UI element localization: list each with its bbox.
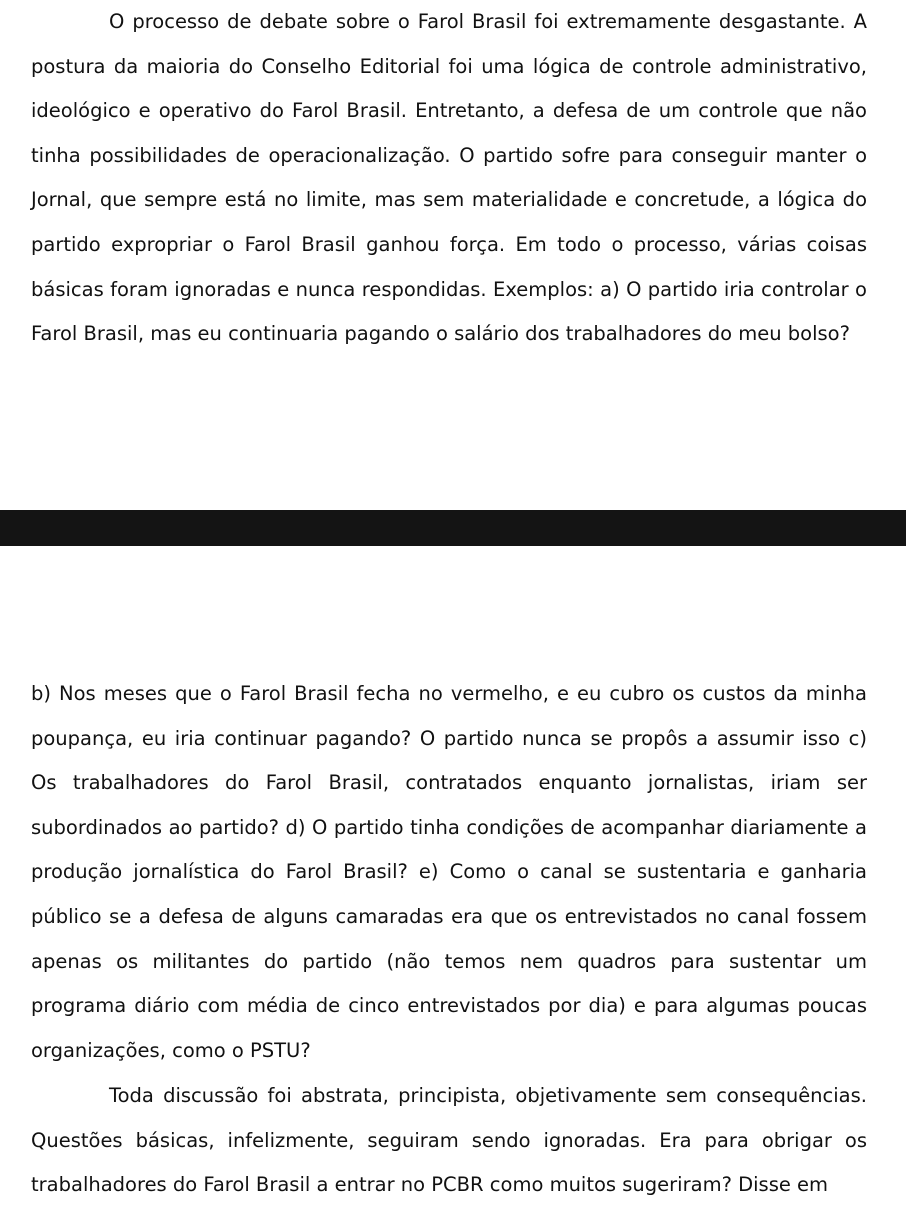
top-page-section	[0, 0, 906, 510]
paragraph-questions-continued: b) Nos meses que o Farol Brasil fecha no vermelho, e eu cubro os custos da minha poupança, eu iria continuar pagando? O partido nunca se propôs a assumir isso c) Os trabalhadores do Farol Brasil, contratados enquanto jornalistas, iriam ser subordinados ao partido? d) O partido tinha condições de acompanhar diariamente a produção jornalística do Farol Brasil? e) Como o canal se sustentaria e ganharia público se a defesa de alguns camaradas era que os entrevistados no canal fossem apenas os militantes do partido (não temos nem quadros para sustentar um programa diário com média de cinco entrevistados por dia) e para algumas poucas organizações, como o PSTU?	[31, 682, 867, 1062]
bottom-page-section	[0, 546, 906, 1200]
paragraph-processo-debate: O processo de debate sobre o Farol Brasil foi extremamente desgastante. A postura da maioria do Conselho Editorial foi uma lógica de controle administrativo, ideológico e operativo do Farol Brasil. Entretanto, a defesa de um controle que não tinha possibilidades de operacionalização. O partido sofre para conseguir manter o Jornal, que sempre está no limite, mas sem materialidade e concretude, a lógica do partido expropriar o Farol Brasil ganhou força. Em todo o processo, várias coisas básicas foram ignoradas e nunca respondidas. Exemplos: a) O partido iria controlar o Farol Brasil, mas eu continuaria pagando o salário dos trabalhadores do meu bolso?	[31, 10, 867, 346]
page-separator-bar	[0, 510, 906, 546]
paragraph-toda-discussao: Toda discussão foi abstrata, principista, objetivamente sem consequências. Questões básicas, infelizmente, seguiram sendo ignoradas. Era para obrigar os trabalhadores do Farol Brasil a entrar no PCBR como muitos sugeriram? Disse em	[31, 1084, 867, 1197]
